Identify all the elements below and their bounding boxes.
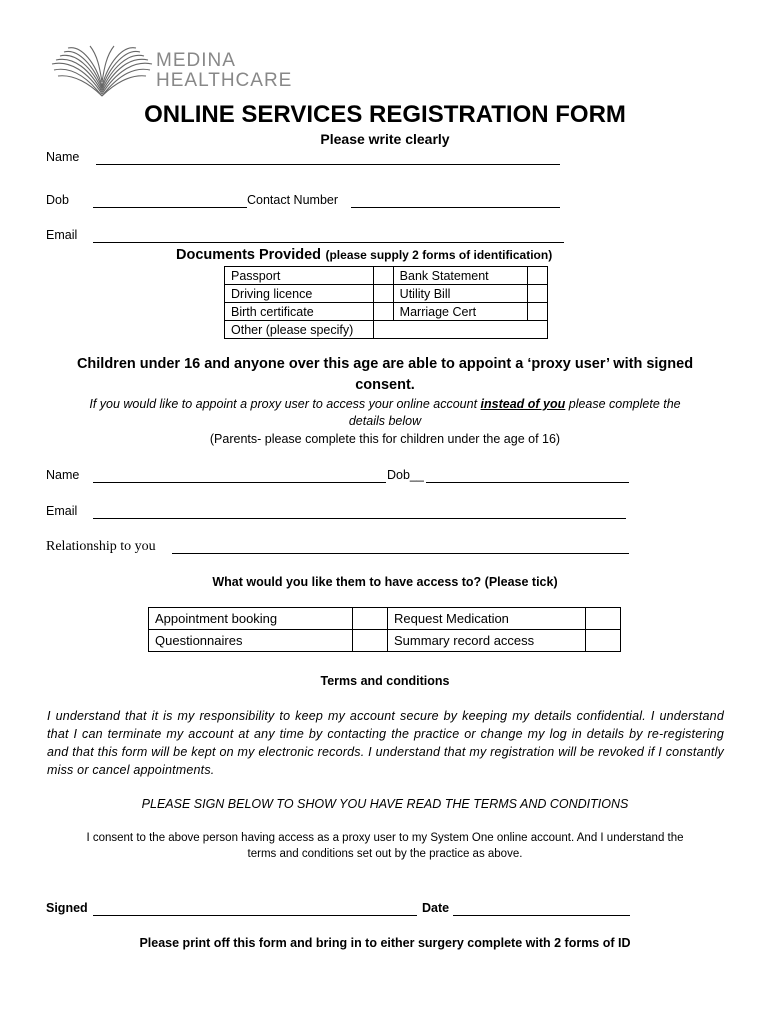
proxy-instructions-line2: details below — [348, 414, 422, 428]
document-option: Passport — [225, 267, 374, 285]
access-checkbox[interactable] — [585, 630, 620, 652]
dob-label: Dob — [46, 193, 69, 207]
document-option: Driving licence — [225, 285, 374, 303]
document-other-field[interactable] — [374, 321, 548, 339]
signed-label: Signed — [46, 901, 88, 915]
access-option: Summary record access — [388, 630, 586, 652]
parents-note: (Parents- please complete this for children under the age of 16) — [209, 432, 561, 446]
proxy-instructions-emphasis: instead of you — [480, 397, 566, 411]
page-title: ONLINE SERVICES REGISTRATION FORM — [144, 101, 626, 128]
medina-logo — [50, 42, 293, 97]
access-heading: What would you like them to have access to? (Please tick) — [212, 575, 558, 589]
signature-field[interactable] — [93, 915, 417, 916]
email-label: Email — [46, 228, 78, 242]
document-option: Marriage Cert — [393, 303, 528, 321]
access-checkbox[interactable] — [352, 630, 387, 652]
proxy-heading-line2: consent. — [355, 377, 415, 393]
proxy-heading-line1: Children under 16 and anyone over this age are able to appoint a ‘proxy user’ with signed — [76, 356, 694, 372]
proxy-instructions-post: please complete the — [565, 397, 681, 411]
document-checkbox[interactable] — [528, 285, 548, 303]
document-checkbox[interactable] — [528, 303, 548, 321]
documents-row-other — [225, 321, 548, 339]
document-option: Bank Statement — [393, 267, 528, 285]
document-checkbox[interactable] — [374, 285, 394, 303]
document-checkbox[interactable] — [374, 267, 394, 285]
document-option-other: Other (please specify) — [225, 321, 374, 339]
documents-table — [224, 266, 548, 339]
access-row — [149, 630, 621, 652]
document-checkbox[interactable] — [374, 303, 394, 321]
terms-body: I understand that it is my responsibility to keep my account secure by keeping my details confidential. I understand that I can terminate my account at any time by contacting the practice or change my log in details by re-registering and that this form will be kept on my electronic records. I understand that my registration will be revoked if I constantly miss or cancel appointments. — [47, 709, 724, 777]
proxy-dob-label: Dob__ — [387, 468, 424, 482]
documents-row — [225, 267, 548, 285]
proxy-instructions-pre: If you would like to appoint a proxy user to access your online account — [89, 397, 481, 411]
consent-line1: I consent to the above person having access as a proxy user to my System One online account. And I understand the — [86, 832, 684, 844]
logo-line2: HEALTHCARE — [156, 70, 293, 91]
consent-line2: terms and conditions set out by the practice as above. — [247, 848, 523, 860]
page-subtitle: Please write clearly — [320, 131, 450, 147]
proxy-name-field[interactable] — [93, 482, 386, 483]
relationship-field[interactable] — [172, 553, 629, 554]
access-option: Request Medication — [388, 608, 586, 630]
documents-row — [225, 303, 548, 321]
name-label: Name — [46, 150, 80, 164]
document-option: Birth certificate — [225, 303, 374, 321]
name-field[interactable] — [96, 164, 560, 165]
access-option: Appointment booking — [149, 608, 353, 630]
date-label: Date — [422, 901, 450, 915]
document-checkbox[interactable] — [528, 267, 548, 285]
proxy-name-label: Name — [46, 468, 80, 482]
access-row — [149, 608, 621, 630]
logo-mark-icon — [50, 42, 155, 97]
proxy-dob-field[interactable] — [426, 482, 629, 483]
document-option: Utility Bill — [393, 285, 528, 303]
access-table — [148, 607, 621, 652]
proxy-email-label: Email — [46, 504, 78, 518]
access-option: Questionnaires — [149, 630, 353, 652]
email-field[interactable] — [93, 242, 564, 243]
proxy-instructions — [0, 397, 770, 411]
proxy-email-field[interactable] — [93, 518, 626, 519]
access-checkbox[interactable] — [352, 608, 387, 630]
contact-number-label: Contact Number — [247, 193, 339, 207]
documents-heading-text: Documents Provided — [176, 247, 322, 263]
access-checkbox[interactable] — [585, 608, 620, 630]
date-field[interactable] — [453, 915, 630, 916]
footer-instruction: Please print off this form and bring in to either surgery complete with 2 forms of ID — [139, 936, 631, 950]
sign-notice: PLEASE SIGN BELOW TO SHOW YOU HAVE READ THE TERMS AND CONDITIONS — [141, 797, 629, 811]
logo-line1: MEDINA — [156, 50, 236, 71]
documents-heading — [176, 246, 552, 264]
contact-number-field[interactable] — [351, 207, 560, 208]
dob-field[interactable] — [93, 207, 247, 208]
relationship-label: Relationship to you — [46, 539, 156, 554]
terms-heading: Terms and conditions — [320, 674, 450, 688]
documents-row — [225, 285, 548, 303]
documents-heading-note: (please supply 2 forms of identification) — [325, 248, 553, 262]
